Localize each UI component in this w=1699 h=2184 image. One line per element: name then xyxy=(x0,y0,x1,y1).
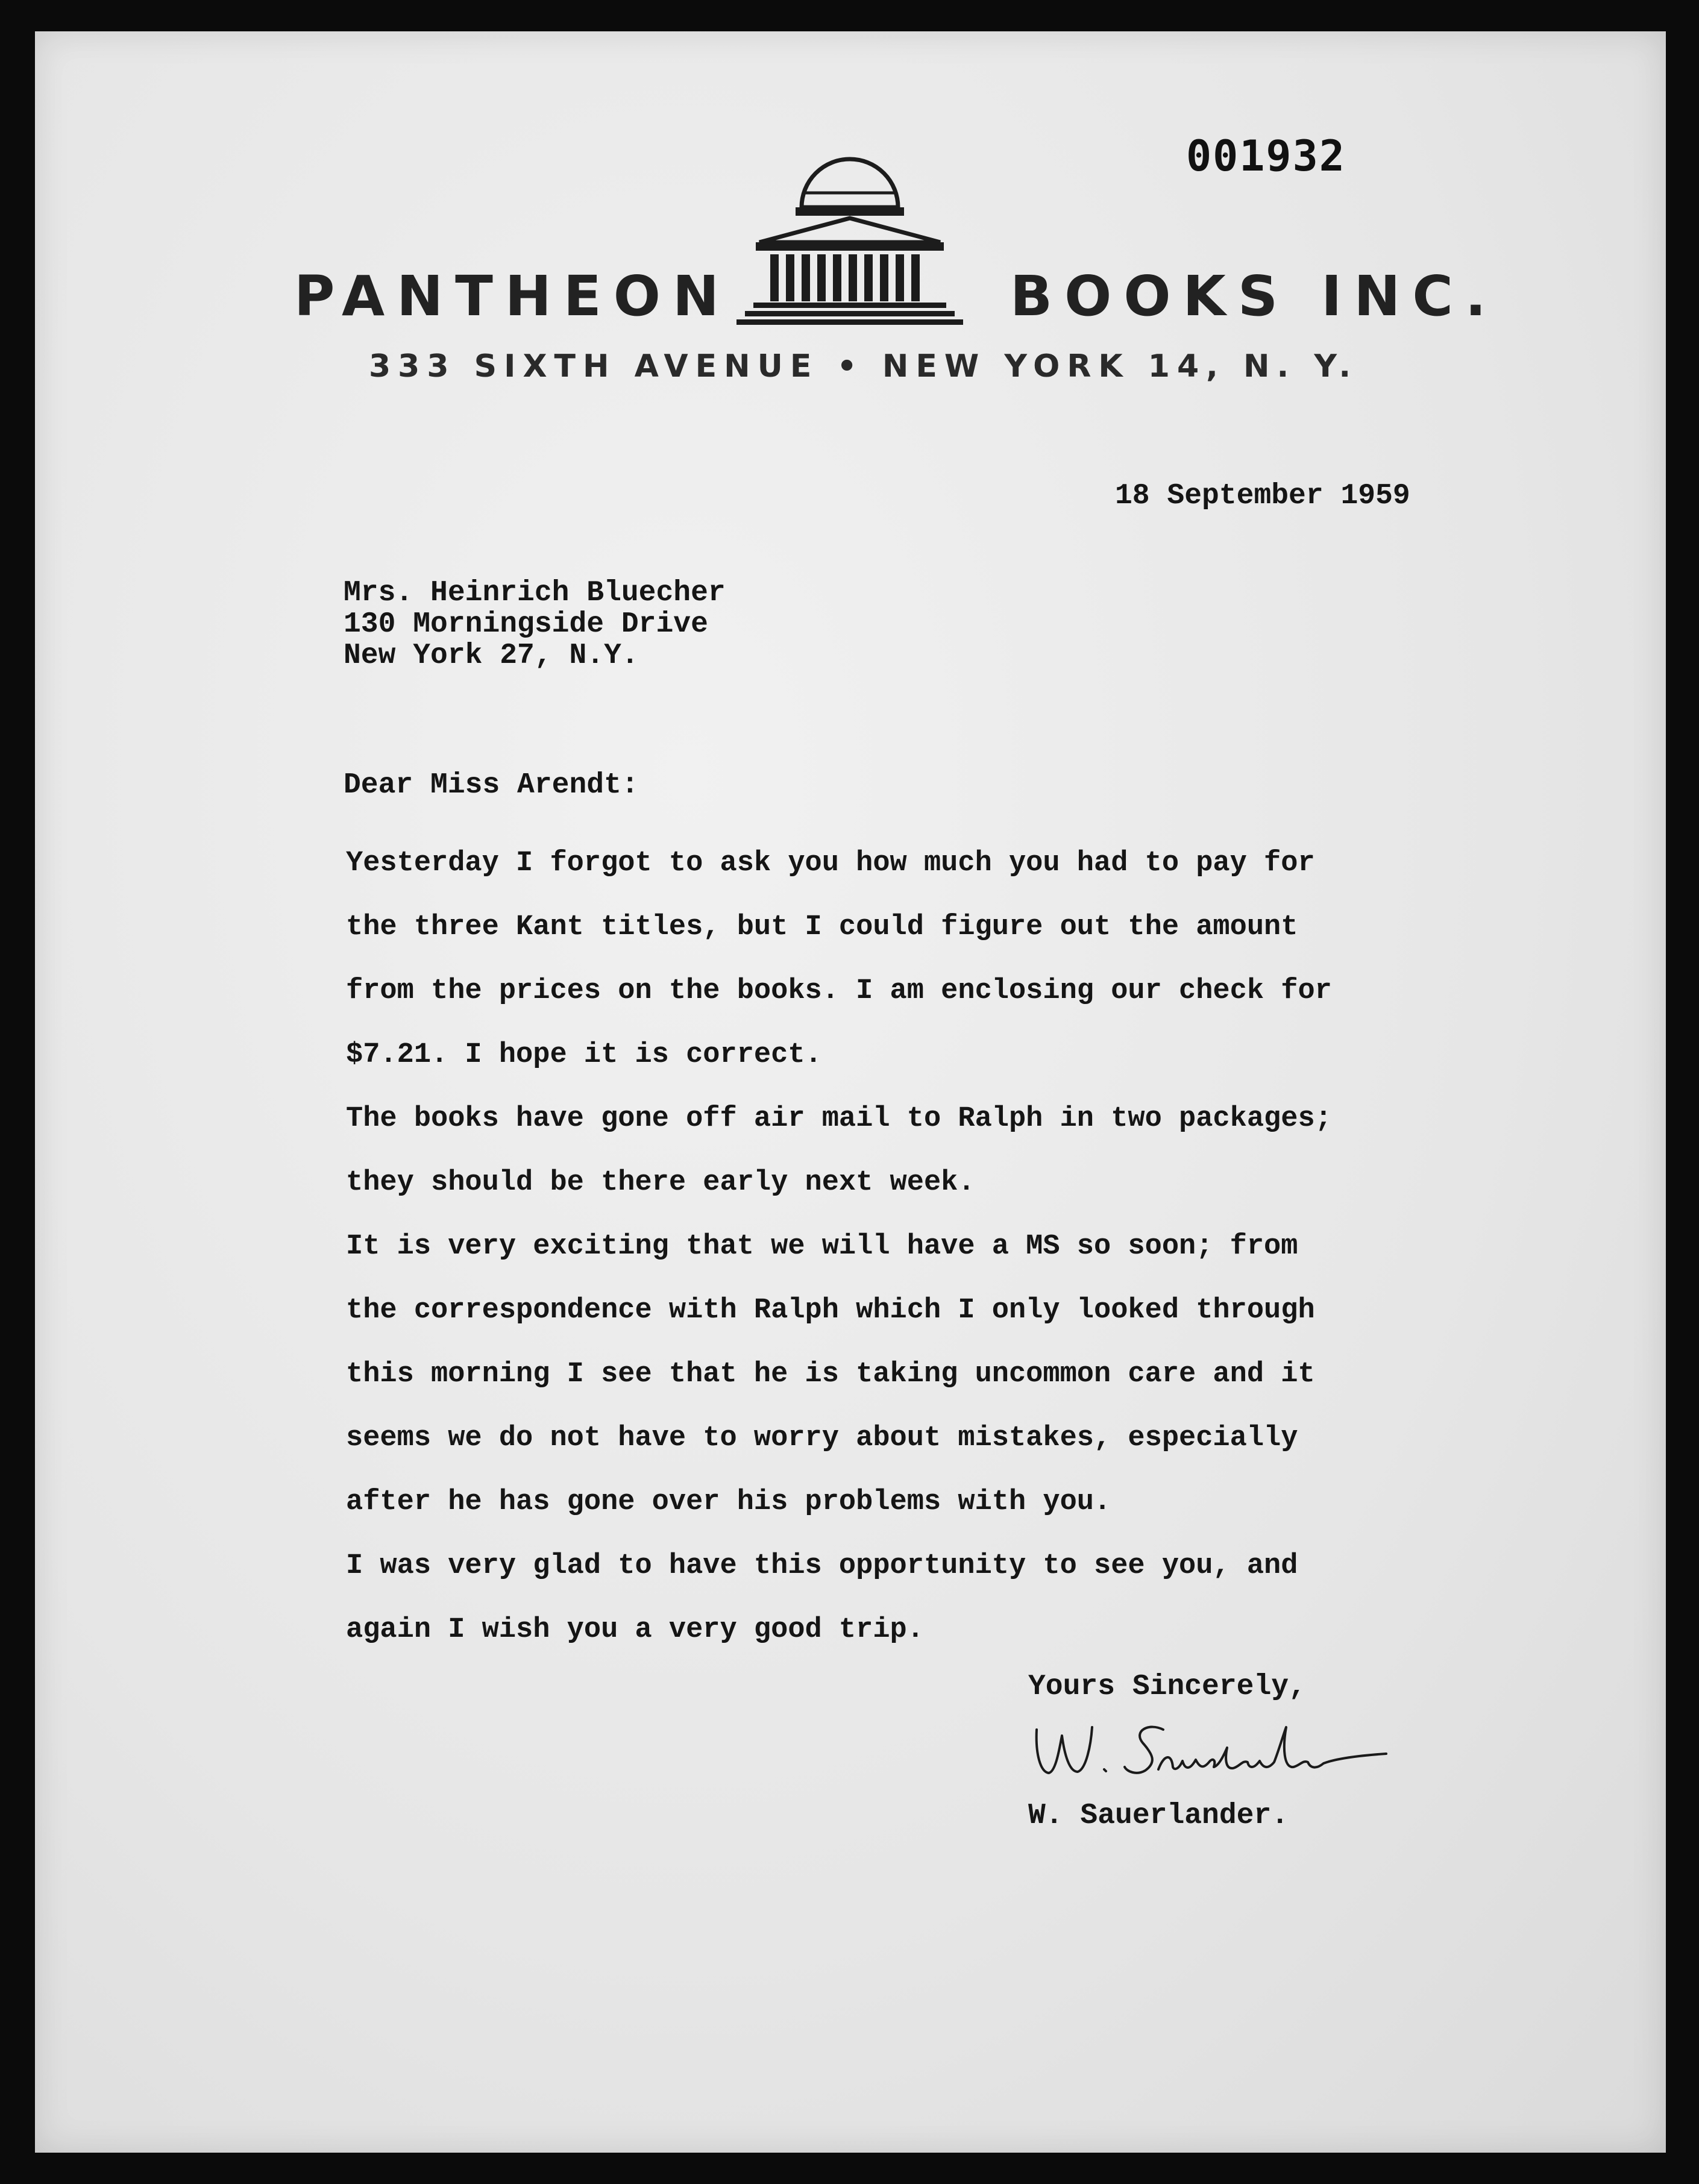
letter-body xyxy=(346,832,1332,1662)
body-line: again I wish you a very good trip. xyxy=(346,1614,924,1646)
body-line: after he has gone over his problems with you. xyxy=(346,1486,1111,1518)
body-line: from the prices on the books. I am enclosing our check for xyxy=(346,975,1332,1007)
body-line: the three Kant titles, but I could figure out the amount xyxy=(346,911,1298,943)
signer-name: W. Sauerlander. xyxy=(1028,1800,1289,1832)
body-line: I was very glad to have this opportunity to see you, and xyxy=(346,1550,1298,1582)
recipient-address xyxy=(344,577,726,671)
letter-page xyxy=(35,31,1666,2153)
body-line: this morning I see that he is taking uncommon care and it xyxy=(346,1358,1315,1390)
document-number: 001932 xyxy=(1186,131,1346,181)
company-name-left: PANTHEON xyxy=(294,264,731,328)
body-line: Yesterday I forgot to ask you how much you had to pay for xyxy=(346,847,1315,879)
body-line: $7.21. I hope it is correct. xyxy=(346,1039,822,1071)
salutation: Dear Miss Arendt: xyxy=(344,769,639,802)
body-line: they should be there early next week. xyxy=(346,1167,975,1199)
recipient-line: 130 Morningside Drive xyxy=(344,608,708,641)
body-line: seems we do not have to worry about mistakes, especially xyxy=(346,1422,1298,1454)
recipient-line: New York 27, N.Y. xyxy=(344,639,639,672)
letter-date: 18 September 1959 xyxy=(1115,480,1410,512)
company-name-right: BOOKS INC. xyxy=(1010,264,1498,328)
company-address: 333 SIXTH AVENUE • NEW YORK 14, N. Y. xyxy=(369,348,1358,384)
body-line: the correspondence with Ralph which I only looked through xyxy=(346,1294,1315,1326)
pantheon-logo-icon xyxy=(735,140,964,333)
body-line: It is very exciting that we will have a MS so soon; from xyxy=(346,1231,1298,1263)
body-line: The books have gone off air mail to Ralph in two packages; xyxy=(346,1103,1332,1135)
letter-closing: Yours Sincerely, xyxy=(1028,1671,1306,1703)
handwritten-signature xyxy=(1025,1712,1410,1790)
recipient-line: Mrs. Heinrich Bluecher xyxy=(344,577,726,609)
